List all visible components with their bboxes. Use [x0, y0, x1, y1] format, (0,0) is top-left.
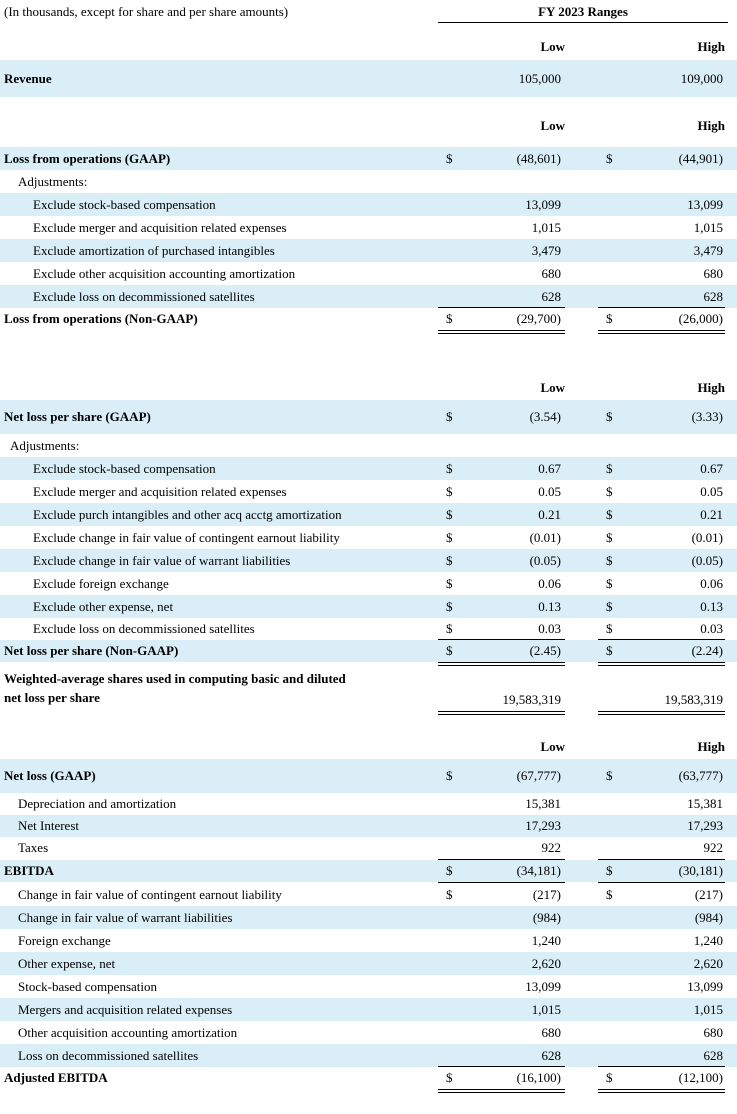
- high-value: 628: [703, 288, 723, 304]
- high-value: 13,099: [687, 978, 723, 994]
- low-value: 0.03: [538, 621, 561, 636]
- column-header-row: [0, 736, 737, 758]
- table-row: [0, 1021, 737, 1044]
- low-value: (29,700): [516, 311, 561, 326]
- dollar-sign: $: [606, 311, 613, 326]
- weighted-shares-label-line2: net loss per share: [4, 690, 100, 705]
- total-double-rule: [438, 1089, 565, 1090]
- low-value: (34,181): [516, 863, 561, 878]
- high-header: High: [697, 739, 725, 754]
- row-label: EBITDA: [4, 863, 54, 878]
- table-row: [0, 526, 737, 549]
- table-row: [0, 193, 737, 216]
- row-label: Adjustments:: [18, 173, 88, 189]
- high-value: (26,000): [678, 311, 723, 326]
- low-value: 13,099: [525, 978, 561, 994]
- table-row: [0, 998, 737, 1021]
- high-value: 680: [703, 265, 723, 281]
- low-value: 0.13: [538, 598, 561, 614]
- row-label: Other expense, net: [18, 955, 116, 971]
- total-double-rule: [598, 330, 725, 331]
- column-header-row: [0, 115, 737, 137]
- row-label: Exclude loss on decommissioned satellites: [33, 621, 255, 636]
- table-row: [0, 618, 737, 640]
- table-row: [0, 216, 737, 239]
- total-double-rule: [598, 1092, 725, 1093]
- row-label: Loss on decommissioned satellites: [18, 1047, 199, 1063]
- row-label: Adjustments:: [10, 437, 80, 453]
- table-row: [0, 170, 737, 193]
- high-value: 0.13: [700, 598, 723, 614]
- dollar-sign: $: [606, 886, 613, 902]
- low-value: 17,293: [525, 818, 561, 833]
- dollar-sign: $: [446, 886, 453, 902]
- total-double-rule: [598, 662, 725, 663]
- low-value: 0.67: [538, 460, 561, 476]
- row-label: Net loss per share (Non-GAAP): [4, 643, 179, 658]
- dollar-sign: $: [446, 863, 453, 878]
- table-row: [0, 640, 737, 662]
- low-value: 1,015: [531, 1001, 561, 1017]
- dollar-sign: $: [446, 1070, 453, 1085]
- row-label: Exclude loss on decommissioned satellites: [33, 288, 255, 304]
- total-double-rule: [598, 711, 725, 712]
- high-value: (2.24): [691, 643, 723, 658]
- table-row: [0, 147, 737, 170]
- low-value: 3,479: [531, 242, 561, 258]
- dollar-sign: $: [446, 552, 453, 568]
- total-double-rule: [438, 333, 565, 334]
- dollar-sign: $: [446, 643, 453, 658]
- high-value: (30,181): [678, 863, 723, 878]
- high-value: 0.21: [700, 506, 723, 522]
- total-double-rule: [438, 330, 565, 331]
- table-row: [0, 883, 737, 906]
- row-label: Exclude foreign exchange: [33, 575, 169, 591]
- weighted-shares-label-line1: Weighted-average shares used in computing basic and diluted: [4, 671, 346, 686]
- high-value: 13,099: [687, 196, 723, 212]
- row-label: Exclude amortization of purchased intangibles: [33, 242, 275, 258]
- total-double-rule: [598, 1089, 725, 1090]
- table-row: [0, 400, 737, 434]
- high-value: (0.01): [691, 529, 723, 545]
- high-value: 15,381: [687, 796, 723, 811]
- dollar-sign: $: [606, 598, 613, 614]
- high-value: 0.03: [700, 621, 723, 636]
- high-value: 0.06: [700, 575, 723, 591]
- row-label: Adjusted EBITDA: [4, 1070, 108, 1085]
- dollar-sign: $: [446, 460, 453, 476]
- low-value: 680: [541, 1024, 561, 1040]
- low-value: (984): [532, 909, 561, 925]
- row-label: Exclude other expense, net: [33, 598, 174, 614]
- dollar-sign: $: [606, 506, 613, 522]
- table-note-row: [0, 2, 737, 22]
- table-row: [0, 239, 737, 262]
- total-double-rule: [438, 665, 565, 666]
- table-row: [0, 860, 737, 882]
- table-row: [0, 480, 737, 503]
- table-row: [0, 815, 737, 837]
- table-row: [0, 1067, 737, 1089]
- dollar-sign: $: [446, 506, 453, 522]
- low-value: 0.05: [538, 483, 561, 499]
- total-double-rule: [598, 665, 725, 666]
- dollar-sign: $: [446, 150, 453, 166]
- low-value: 922: [541, 840, 561, 855]
- row-label: Exclude stock-based compensation: [33, 196, 216, 212]
- row-label: Exclude purch intangibles and other acq acctg amortization: [33, 506, 342, 522]
- low-value: (48,601): [516, 150, 561, 166]
- high-value: 17,293: [687, 818, 723, 833]
- low-value: (16,100): [516, 1070, 561, 1085]
- dollar-sign: $: [606, 483, 613, 499]
- low-value: 15,381: [525, 796, 561, 811]
- high-value: (3.33): [691, 409, 723, 424]
- row-label: Net loss (GAAP): [4, 768, 96, 783]
- table-row: [0, 975, 737, 998]
- ranges-title: FY 2023 Ranges: [538, 4, 628, 19]
- high-value: 3,479: [693, 242, 723, 258]
- low-value: 680: [541, 265, 561, 281]
- table-row: [0, 595, 737, 618]
- low-value: 0.06: [538, 575, 561, 591]
- dollar-sign: $: [446, 483, 453, 499]
- dollar-sign: $: [446, 409, 453, 424]
- dollar-sign: $: [606, 621, 613, 636]
- high-value: (984): [694, 909, 723, 925]
- row-label: Exclude change in fair value of contingent earnout liability: [33, 529, 340, 545]
- high-value: 922: [703, 840, 723, 855]
- row-label: Change in fair value of contingent earnout liability: [18, 886, 282, 902]
- low-header: Low: [540, 380, 565, 395]
- total-double-rule: [438, 662, 565, 663]
- low-value: (217): [532, 886, 561, 902]
- row-label: Taxes: [18, 840, 49, 855]
- row-label: Exclude other acquisition accounting amortization: [33, 265, 296, 281]
- table-row: [0, 457, 737, 480]
- weighted-shares-row: [0, 689, 737, 711]
- table-row: [0, 837, 737, 859]
- total-double-rule: [598, 714, 725, 715]
- table-row: [0, 434, 737, 457]
- table-row: [0, 952, 737, 975]
- low-value: 1,240: [531, 932, 561, 948]
- row-label: Change in fair value of warrant liabilities: [18, 909, 233, 925]
- row-label: Exclude stock-based compensation: [33, 460, 216, 476]
- total-double-rule: [438, 1092, 565, 1093]
- dollar-sign: $: [446, 529, 453, 545]
- row-label: Net loss per share (GAAP): [4, 409, 151, 424]
- revenue-row: [0, 60, 737, 97]
- low-value: (3.54): [529, 409, 561, 424]
- high-value: 0.67: [700, 460, 723, 476]
- high-value: 0.05: [700, 483, 723, 499]
- dollar-sign: $: [606, 768, 613, 783]
- table-row: [0, 285, 737, 308]
- row-label: Other acquisition accounting amortization: [18, 1024, 238, 1040]
- header-rule: [438, 22, 728, 23]
- row-label: Net Interest: [18, 818, 80, 833]
- low-header: Low: [540, 39, 565, 54]
- total-double-rule: [598, 333, 725, 334]
- row-label: Depreciation and amortization: [18, 796, 177, 811]
- revenue-label: Revenue: [4, 70, 52, 86]
- dollar-sign: $: [606, 460, 613, 476]
- high-value: 680: [703, 1024, 723, 1040]
- low-value: 2,620: [531, 955, 561, 971]
- low-value: 1,015: [531, 219, 561, 235]
- low-value: 0.21: [538, 506, 561, 522]
- low-value: (0.05): [529, 552, 561, 568]
- table-row: [0, 549, 737, 572]
- low-header: Low: [540, 118, 565, 133]
- dollar-sign: $: [606, 552, 613, 568]
- dollar-sign: $: [606, 643, 613, 658]
- row-label: Exclude merger and acquisition related expenses: [33, 219, 287, 235]
- high-value: (44,901): [678, 150, 723, 166]
- low-value: 13,099: [525, 196, 561, 212]
- high-header: High: [697, 380, 725, 395]
- low-value: 19,583,319: [502, 692, 561, 707]
- dollar-sign: $: [606, 1070, 613, 1085]
- low-value: (0.01): [529, 529, 561, 545]
- row-label: Loss from operations (GAAP): [4, 150, 171, 166]
- total-double-rule: [438, 711, 565, 712]
- table-row: [0, 793, 737, 815]
- row-label: Exclude merger and acquisition related expenses: [33, 483, 287, 499]
- high-value: 1,015: [693, 219, 723, 235]
- revenue-high: 109,000: [680, 70, 723, 86]
- high-value: 628: [703, 1047, 723, 1063]
- table-row: [0, 262, 737, 285]
- revenue-low: 105,000: [518, 70, 561, 86]
- low-value: (67,777): [516, 768, 561, 783]
- dollar-sign: $: [446, 598, 453, 614]
- row-label: Exclude change in fair value of warrant liabilities: [33, 552, 291, 568]
- dollar-sign: $: [446, 575, 453, 591]
- dollar-sign: $: [606, 409, 613, 424]
- high-value: (217): [694, 886, 723, 902]
- high-header: High: [697, 39, 725, 54]
- table-note: (In thousands, except for share and per share amounts): [4, 4, 289, 19]
- dollar-sign: $: [606, 529, 613, 545]
- table-row: [0, 929, 737, 952]
- row-label: Mergers and acquisition related expenses: [18, 1001, 233, 1017]
- dollar-sign: $: [606, 863, 613, 878]
- high-value: (63,777): [678, 768, 723, 783]
- table-row: [0, 503, 737, 526]
- high-value: 19,583,319: [664, 692, 723, 707]
- row-label: Foreign exchange: [18, 932, 111, 948]
- dollar-sign: $: [446, 311, 453, 326]
- row-label: Loss from operations (Non-GAAP): [4, 311, 198, 326]
- table-row: [0, 906, 737, 929]
- column-header-row: [0, 36, 737, 58]
- dollar-sign: $: [606, 150, 613, 166]
- low-value: 628: [541, 288, 561, 304]
- high-value: (12,100): [678, 1070, 723, 1085]
- table-row: [0, 1044, 737, 1067]
- total-double-rule: [438, 714, 565, 715]
- low-value: 628: [541, 1047, 561, 1063]
- dollar-sign: $: [446, 768, 453, 783]
- table-row: [0, 308, 737, 330]
- row-label: Stock-based compensation: [18, 978, 157, 994]
- dollar-sign: $: [446, 621, 453, 636]
- table-row: [0, 572, 737, 595]
- high-value: 1,240: [693, 932, 723, 948]
- high-value: 1,015: [693, 1001, 723, 1017]
- low-header: Low: [540, 739, 565, 754]
- low-value: (2.45): [529, 643, 561, 658]
- table-row: [0, 759, 737, 793]
- high-value: 2,620: [693, 955, 723, 971]
- high-header: High: [697, 118, 725, 133]
- column-header-row: [0, 377, 737, 399]
- dollar-sign: $: [606, 575, 613, 591]
- high-value: (0.05): [691, 552, 723, 568]
